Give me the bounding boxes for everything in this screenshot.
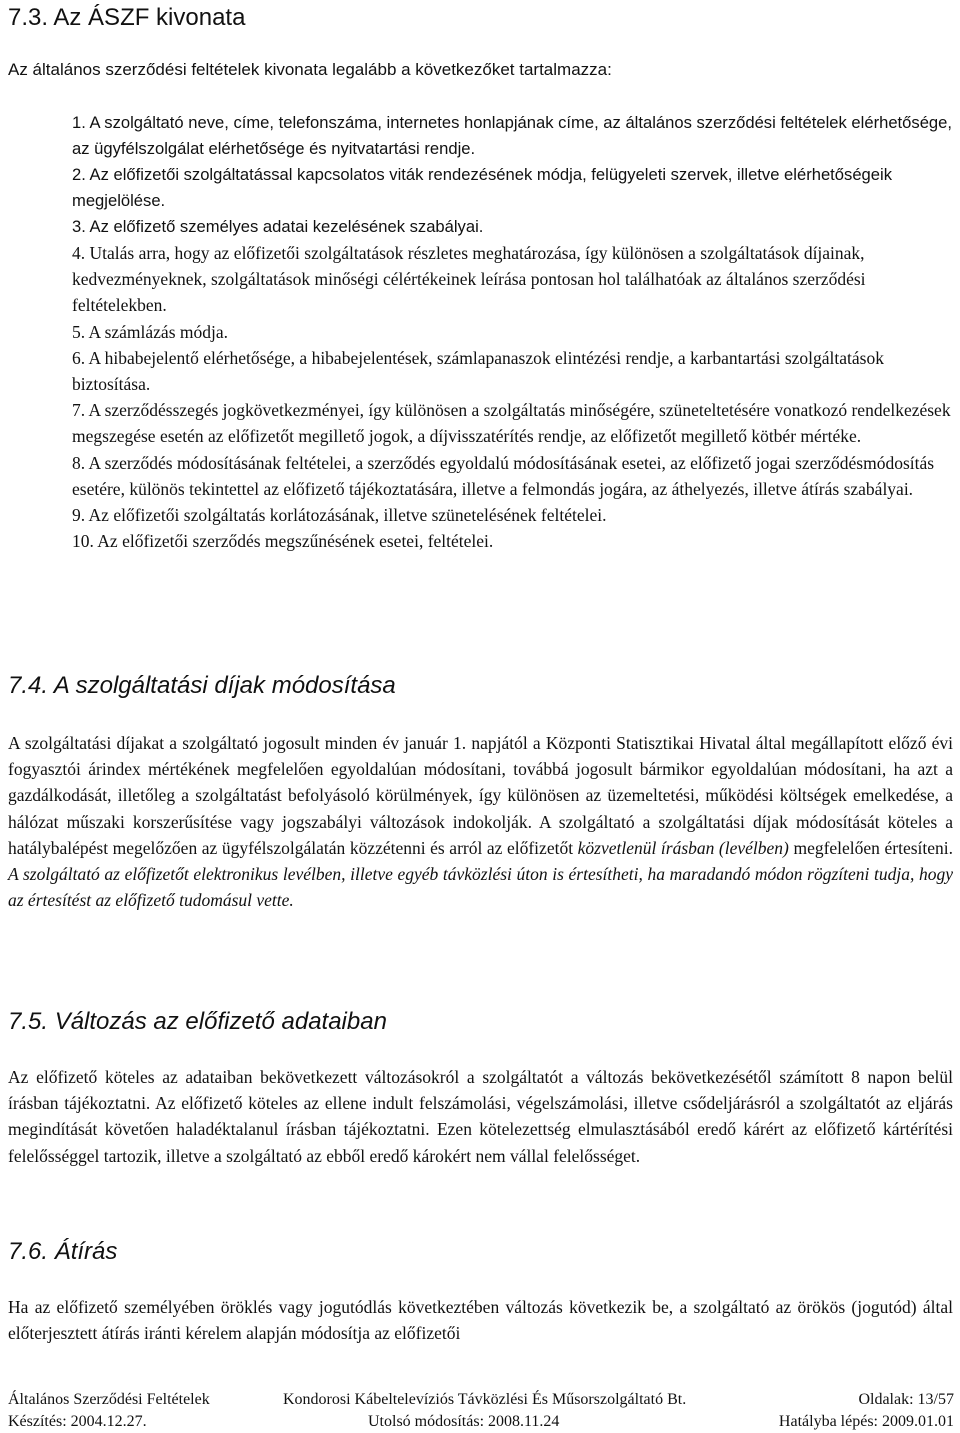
list-item: 5. A számlázás módja. — [72, 321, 229, 342]
footer-row-2 — [8, 1411, 954, 1433]
section-heading-7-4: 7.4. A szolgáltatási díjak módosítása — [8, 672, 396, 699]
footer-doc-title: Általános Szerződési Feltételek — [8, 1391, 210, 1408]
list-item: 10. Az előfizetői szerződés megszűnésének esetei, feltételei. — [72, 531, 494, 552]
list-item: 1. A szolgáltató neve, címe, telefonszáma, internetes honlapjának címe, az általános szerződési feltételek elérhetősége, az ügyfélszolgálat elérhetősége és nyitvatartási rendje. — [72, 113, 952, 158]
emphasis-text: közvetlenül írásban (levélben) — [577, 837, 789, 858]
section-body-7-4 — [8, 730, 953, 913]
section-body-7-5 — [8, 1064, 953, 1169]
paragraph: Az előfizető köteles az adataiban bekövetkezett változásokról a szolgáltatót a változás bekövetkezésétől számított 8 napon belül írásban tájékoztatni. Az előfizető köteles az ellene indult felszámolási, végelszámolási, illetve csődeljárásról a szolgáltatót az eljárás megindítását követően haladéktalanul írásban tájékoztatni. Ezen kötelezettség elmulasztásából eredő kárért az előfizető kártérítési felelősséggel tartozik, illetve a szolgáltató az ebből eredő károkért nem vállal felelősséget. — [8, 1067, 953, 1166]
paragraph: Ha az előfizető személyében öröklés vagy jogutódlás következtében változás következik be, a szolgáltató az örökös (jogutód) által előterjesztett átírás iránti kérelem alapján módosítja az előfizetői — [8, 1297, 953, 1344]
section-heading-7-5: 7.5. Változás az előfizető adataiban — [8, 1008, 387, 1035]
footer-page-count: Oldalak: 13/57 — [858, 1391, 954, 1408]
list-item: 8. A szerződés módosításának feltételei, a szerződés egyoldalú módosításának esetei, az előfizető jogai szerződésmódosítás esetére, különös tekintettel az előfizető tájékoztatására, illetve a felmondás jogára, az áthelyezés, illetve átírás szabályai. — [72, 452, 935, 499]
section-intro-7-3: Az általános szerződési feltételek kivonata legalább a következőket tartalmazza: — [8, 60, 612, 79]
list-item: 9. Az előfizetői szolgáltatás korlátozásának, illetve szünetelésének feltételei. — [72, 505, 607, 526]
list-item: 2. Az előfizetői szolgáltatással kapcsolatos viták rendezésének módja, felügyeleti szervek, illetve elérhetőségeik megjelölése. — [72, 165, 892, 210]
list-item: 7. A szerződésszegés jogkövetkezményei, így különösen a szolgáltatás minőségére, szüneteltetésére vonatkozó rendelkezések megszegése esetén az előfizetőt megillető jogok, a díjvisszatérítés rendje, az előfizetőt megillető kötbér mértéke. — [72, 400, 951, 447]
section-body-7-6 — [8, 1294, 953, 1346]
footer-created-date: Készítés: 2004.12.27. — [8, 1413, 147, 1430]
paragraph-text: megfelelően értesíteni. — [793, 837, 954, 858]
emphasis-text: A szolgáltató az előfizetőt elektronikus levélben, illetve egyéb távközlési úton is értesítheti, ha maradandó módon rögzíteni tudja, hogy az értesítést az előfizető tudomásul vette. — [8, 864, 953, 911]
footer-modified-date: Utolsó módosítás: 2008.11.24 — [368, 1413, 560, 1430]
paragraph — [8, 730, 953, 913]
list-item: 6. A hibabejelentő elérhetősége, a hibabejelentések, számlapanaszok elintézési rendje, a karbantartási szolgáltatások biztosítása. — [72, 347, 884, 395]
page-footer — [8, 1389, 954, 1433]
paragraph-text: A szolgáltatási díjakat a szolgáltató jogosult minden év január 1. napjától a Központi Statisztikai Hivatal által megállapított előző évi fogyasztói árindex mértékének megfelelően egyoldalúan módosítani, továbbá jogosult bármikor egyoldalúan módosítani, ha azt a gazdálkodását, illetőleg a szolgáltatást befolyásoló körülmények, így különösen az üzemeltetési, működési költségek emelkedése, a hálózat műszaki korszerűsítése vagy jogszabályi változások indokolják. A szolgáltató a szolgáltatási díjak módosítását köteles a hatálybalépést megelőzően az ügyfélszolgálatán közzétenni és arról az előfizetőt — [8, 733, 953, 858]
list-item: 3. Az előfizető személyes adatai kezelésének szabályai. — [72, 217, 484, 236]
section-heading-7-6: 7.6. Átírás — [8, 1238, 118, 1265]
aszf-items-list — [72, 110, 952, 554]
footer-effective-date: Hatályba lépés: 2009.01.01 — [778, 1413, 954, 1430]
footer-row-1 — [8, 1389, 954, 1411]
list-item: 4. Utalás arra, hogy az előfizetői szolgáltatások részletes meghatározása, így különösen a szolgáltatások díjainak, kedvezményeknek, szolgáltatások minőségi célértékeinek leírása pontosan hol találhatóak az általános szerződési feltételekben. — [72, 243, 866, 316]
footer-company: Kondorosi Kábeltelevíziós Távközlési És Műsorszolgáltató Bt. — [283, 1391, 687, 1408]
section-heading-7-3: 7.3. Az ÁSZF kivonata — [8, 4, 246, 31]
